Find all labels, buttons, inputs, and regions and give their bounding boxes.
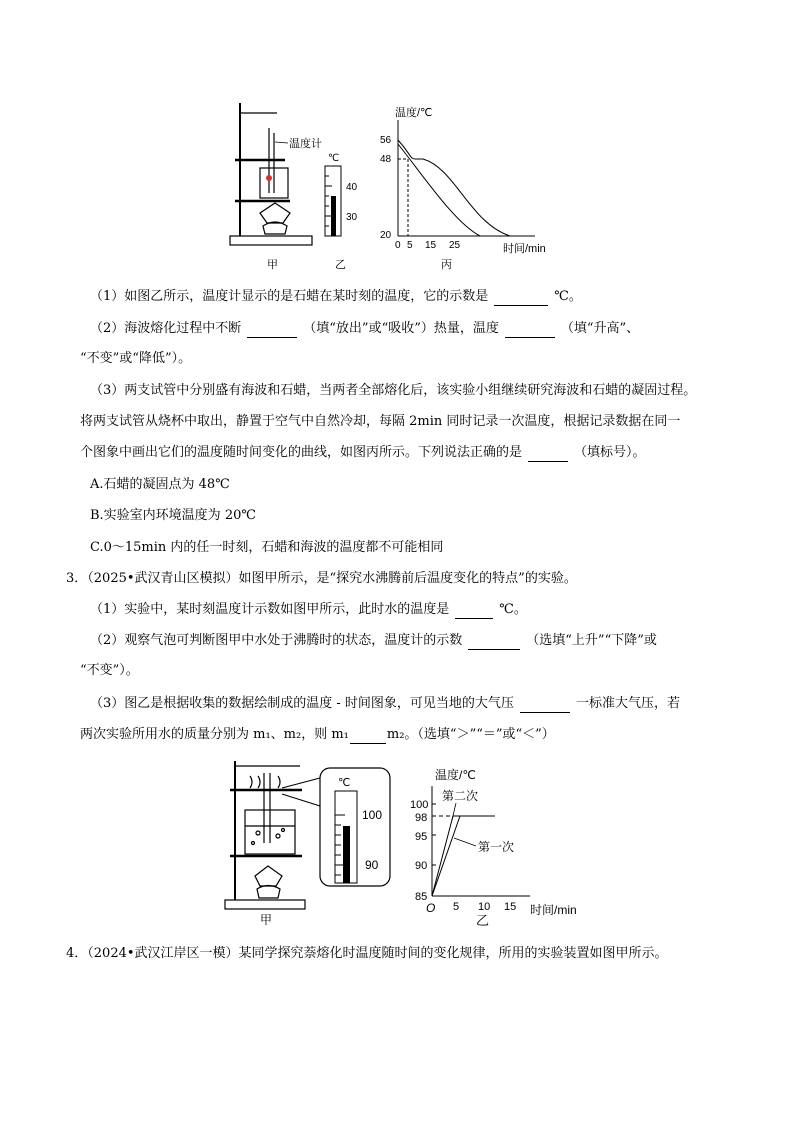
graph2-ylabel: 温度/℃: [435, 768, 476, 782]
svg-text:85: 85: [415, 891, 428, 903]
svg-text:15: 15: [504, 901, 517, 913]
series-second: [432, 816, 495, 896]
answer-blank[interactable]: [505, 323, 555, 338]
svg-text:100: 100: [362, 808, 383, 822]
svg-text:10: 10: [478, 901, 491, 913]
thermometer-scale-yi: [325, 153, 358, 236]
label-first: 第一次: [478, 840, 515, 854]
svg-text:100: 100: [410, 799, 429, 811]
graph-bing: [380, 105, 546, 255]
q2-option-a: A.石蜡的凝固点为 48℃: [90, 477, 230, 492]
q2-option-c: C.0～15min 内的任一时刻，石蜡和海波的温度都不可能相同: [90, 540, 444, 555]
apparatus-jia-2: [225, 761, 305, 909]
q2-option-b: B.实验室内环境温度为 20℃: [90, 508, 256, 523]
q3-part2-cont: “不变”）。: [80, 663, 139, 678]
svg-text:48: 48: [380, 154, 392, 165]
graph-ylabel: 温度/℃: [395, 107, 433, 119]
svg-text:℃: ℃: [338, 777, 351, 789]
graph-yi-2: [410, 767, 577, 917]
answer-blank[interactable]: [455, 604, 493, 619]
q2-part2-cont: “不变”或“降低”）。: [80, 351, 192, 366]
figure-2: [220, 758, 600, 930]
svg-text:95: 95: [415, 831, 428, 843]
label-yi: 乙: [335, 259, 346, 271]
svg-text:98: 98: [415, 812, 428, 824]
svg-text:℃: ℃: [328, 153, 340, 164]
svg-text:30: 30: [346, 212, 358, 223]
q3-part1: （1）实验中，某时刻温度计示数如图甲所示，此时水的温度是 ℃。: [90, 602, 527, 617]
q4-heading: 4．（2024•武汉江岸区一模）某同学探究萘熔化时温度随时间的变化规律，所用的实验装置如图甲所示。: [66, 946, 668, 961]
svg-text:15: 15: [425, 240, 437, 251]
q2-part3-line1: （3）两支试管中分别盛有海波和石蜡，当两者全部熔化后，该实验小组继续研究海波和石蜡的凝固过程。: [90, 383, 697, 398]
thermometer-callout: [282, 768, 390, 886]
svg-text:56: 56: [380, 135, 392, 146]
q2-part3-line3: 个图象中画出它们的温度随时间变化的曲线，如图丙所示。下列说法正确的是 （填标号）。: [80, 445, 646, 460]
q2-part3-line2: 将两支试管从烧杯中取出，静置于空气中自然冷却，每隔 2min 同时记录一次温度，根据记录数据在同一: [80, 414, 681, 429]
q3-heading: 3．（2025•武汉青山区模拟）如图甲所示，是“探究水沸腾前后温度变化的特点”的实验。: [66, 571, 577, 586]
answer-blank[interactable]: [350, 729, 386, 744]
svg-text:5: 5: [407, 240, 413, 251]
svg-text:O: O: [426, 901, 436, 915]
svg-text:25: 25: [449, 240, 461, 251]
series-first: [432, 816, 460, 896]
answer-blank[interactable]: [468, 635, 520, 650]
q3-part3: （3）图乙是根据收集的数据绘制成的温度 - 时间图象，可见当地的大气压 一标准大气压，若: [90, 696, 680, 711]
q2-part1: （1）如图乙所示，温度计显示的是石蜡在某时刻的温度，它的示数是 ℃。: [90, 289, 582, 304]
label-yi-2: 乙: [476, 913, 490, 928]
label-second: 第二次: [442, 789, 479, 803]
answer-blank[interactable]: [528, 447, 568, 462]
graph-xlabel: 时间/min: [503, 243, 546, 255]
svg-text:90: 90: [415, 860, 428, 872]
answer-blank[interactable]: [494, 291, 548, 306]
q3-part2: （2）观察气泡可判断图甲中水处于沸腾时的状态，温度计的示数 （选填“上升”“下降”或: [90, 633, 657, 648]
svg-text:90: 90: [365, 858, 379, 872]
answer-blank[interactable]: [247, 323, 297, 338]
thermometer-label: 温度计: [289, 138, 322, 150]
q3-part3-cont: 两次实验所用水的质量分别为 m₁、m₂，则 m₁ m₂。（选填“＞”“＝”或“＜”）: [80, 727, 555, 742]
svg-text:0: 0: [395, 240, 401, 251]
svg-text:40: 40: [346, 182, 358, 193]
apparatus-jia: [230, 103, 312, 245]
graph2-xlabel: 时间/min: [530, 903, 577, 917]
curve-haibo: [398, 140, 510, 236]
label-jia: 甲: [267, 259, 278, 271]
q2-part2: （2）海波熔化过程中不断 （填“放出”或“吸收”）热量，温度 （填“升高”、: [90, 321, 640, 336]
label-bing: 丙: [441, 259, 452, 271]
answer-blank[interactable]: [520, 698, 570, 713]
svg-text:20: 20: [380, 230, 392, 241]
curve-shila: [398, 144, 480, 236]
svg-text:5: 5: [453, 901, 460, 913]
label-jia-2: 甲: [260, 913, 273, 927]
figure-1: [225, 98, 585, 276]
